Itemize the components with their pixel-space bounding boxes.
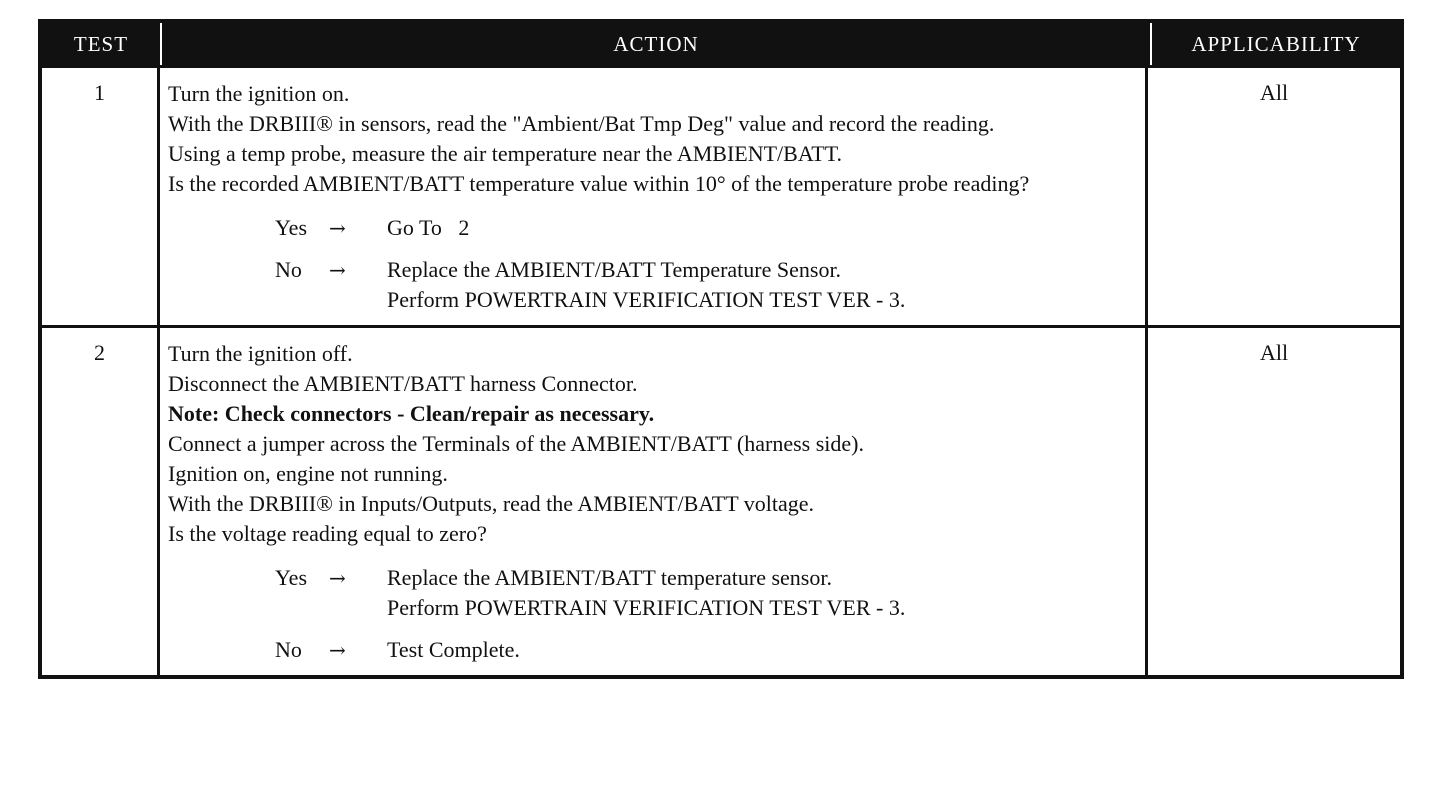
header-test: TEST: [42, 23, 162, 65]
outcome-label: Yes: [275, 565, 308, 590]
outcome-label: No: [275, 257, 302, 282]
step-text: Ignition on, engine not running.: [168, 461, 448, 486]
step-text: Disconnect the AMBIENT/BATT harness Connector.: [168, 371, 638, 396]
right-arrow-icon: →: [329, 216, 346, 240]
outcome-text: [387, 563, 1137, 623]
outcome-yes: [275, 213, 1137, 243]
step-text: Turn the ignition on.: [168, 81, 350, 106]
right-arrow-icon: →: [329, 638, 346, 662]
outcome-no: [275, 255, 1137, 315]
outcome-line: Go To 2: [387, 215, 470, 240]
outcome-line: Perform POWERTRAIN VERIFICATION TEST VER - 3.: [387, 595, 906, 620]
right-arrow-icon: →: [329, 566, 346, 590]
note-text: Note: Check connectors - Clean/repair as necessary.: [168, 401, 655, 426]
applicability-value: All: [1259, 340, 1289, 365]
header-applicability: APPLICABILITY: [1191, 32, 1361, 56]
outcome-label: No: [275, 637, 302, 662]
table-row: [42, 325, 1400, 675]
header-action: ACTION: [162, 23, 1152, 65]
outcome-text: [387, 635, 1137, 665]
step-text: Turn the ignition off.: [168, 341, 353, 366]
step-text: With the DRBIII® in Inputs/Outputs, read the AMBIENT/BATT voltage.: [168, 491, 815, 516]
outcome-no: [275, 635, 1137, 665]
outcome-line: Replace the AMBIENT/BATT temperature sensor.: [387, 565, 832, 590]
step-text: Is the recorded AMBIENT/BATT temperature value within 10° of the temperature probe reading?: [168, 171, 1030, 196]
step-text: Connect a jumper across the Terminals of the AMBIENT/BATT (harness side).: [168, 431, 864, 456]
diagnostic-test-table: [38, 19, 1404, 679]
applicability-value: All: [1259, 80, 1289, 105]
outcome-line: Perform POWERTRAIN VERIFICATION TEST VER - 3.: [387, 287, 906, 312]
step-text: Using a temp probe, measure the air temperature near the AMBIENT/BATT.: [168, 141, 843, 166]
action-cell: [160, 68, 1148, 325]
outcome-text: [387, 255, 1137, 315]
right-arrow-icon: →: [329, 258, 346, 282]
outcome-label: Yes: [275, 215, 308, 240]
outcome-line: Replace the AMBIENT/BATT Temperature Sensor.: [387, 257, 842, 282]
outcomes: [168, 563, 1137, 665]
outcome-line: Test Complete.: [387, 637, 520, 662]
table-header: [42, 23, 1400, 65]
step-text: With the DRBIII® in sensors, read the "Ambient/Bat Tmp Deg" value and record the reading.: [168, 111, 995, 136]
test-number: 1: [42, 68, 160, 325]
outcome-text: [387, 213, 1137, 243]
action-cell: [160, 328, 1148, 675]
outcome-yes: [275, 563, 1137, 623]
outcomes: [168, 213, 1137, 315]
table-row: [42, 65, 1400, 325]
step-text: Is the voltage reading equal to zero?: [168, 521, 487, 546]
test-number: 2: [42, 328, 160, 675]
